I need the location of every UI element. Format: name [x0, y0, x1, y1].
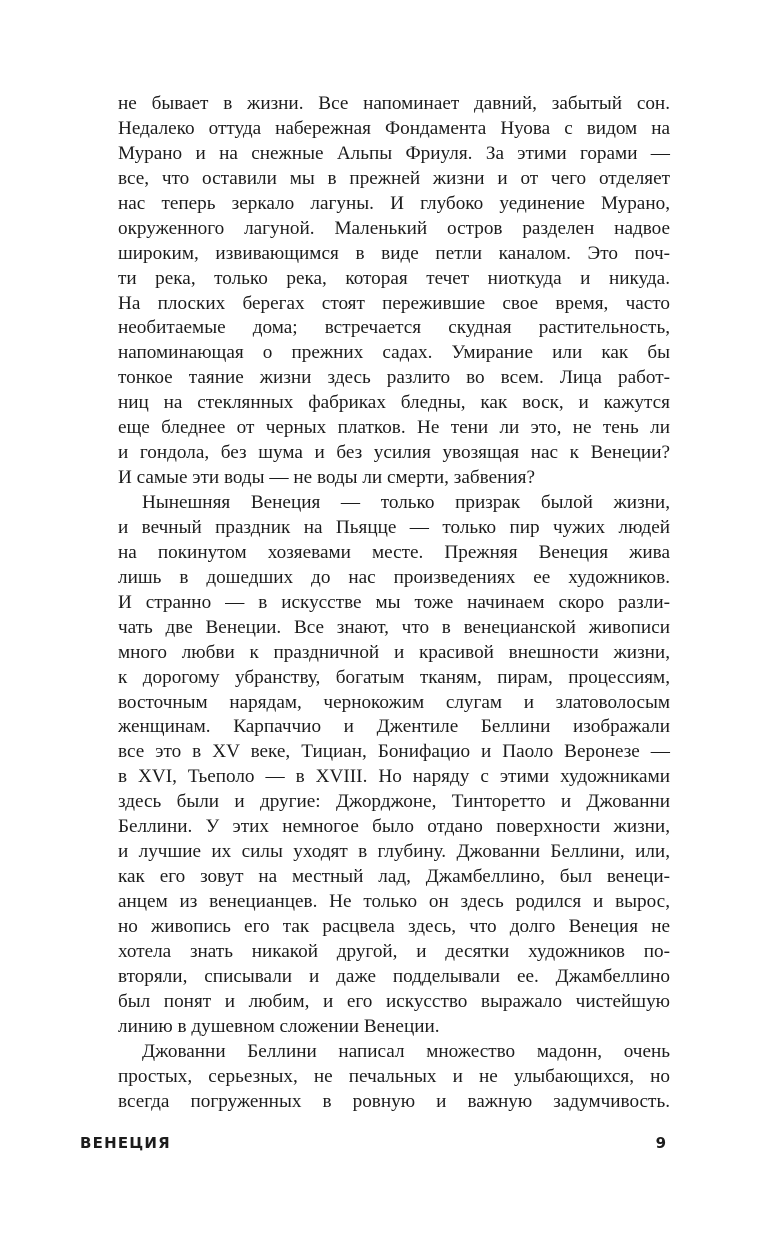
text-line: И странно — в искусстве мы тоже начинаем скоро разли- — [118, 591, 670, 613]
text-line: все это в XV веке, Тициан, Бонифацио и Паоло Веронезе — — [118, 741, 670, 763]
body-text — [118, 92, 670, 1114]
text-line: и лучшие их силы уходят в глубину. Джованни Беллини, или, — [118, 841, 670, 863]
page-footer — [80, 1134, 666, 1158]
text-line: Недалеко оттуда набережная Фондамента Нуова с видом на — [118, 117, 670, 139]
text-line: здесь были и другие: Джорджоне, Тинторетто и Джованни — [118, 791, 670, 813]
text-line: всегда погруженных в ровную и важную задумчивость. — [118, 1090, 670, 1112]
text-line: ти река, только река, которая течет ниоткуда и никуда. — [118, 267, 670, 289]
text-line: напоминающая о прежних садах. Умирание или как бы — [118, 342, 670, 364]
text-line: все, что оставили мы в прежней жизни и от чего отделяет — [118, 167, 670, 189]
text-line: лишь в дошедших до нас произведениях ее художников. — [118, 566, 670, 588]
text-line: как его зовут на местный лад, Джамбеллино, был венеци- — [118, 866, 670, 888]
text-line: окруженного лагуной. Маленький остров разделен надвое — [118, 217, 670, 239]
text-line: Мурано и на снежные Альпы Фриуля. За этими горами — — [118, 142, 670, 164]
text-line: и вечный праздник на Пьяцце — только пир чужих людей — [118, 516, 670, 538]
text-line: в XVI, Тьеполо — в XVIII. Но наряду с этими художниками — [118, 766, 670, 788]
text-line: вторяли, списывали и даже подделывали ее. Джамбеллино — [118, 965, 670, 987]
text-line: много любви к праздничной и красивой внешности жизни, — [118, 641, 670, 663]
text-line: чать две Венеции. Все знают, что в венецианской живописи — [118, 616, 670, 638]
text-line: и гондола, без шума и без усилия увозящая нас к Венеции? — [118, 442, 670, 464]
text-line: восточным нарядам, чернокожим слугам и златоволосым — [118, 691, 670, 713]
text-line: нас теперь зеркало лагуны. И глубоко уединение Мурано, — [118, 192, 670, 214]
text-line: тонкое таяние жизни здесь разлито во всем. Лица работ- — [118, 367, 670, 389]
text-line: Беллини. У этих немногое было отдано поверхности жизни, — [118, 816, 670, 838]
text-line: ниц на стеклянных фабриках бледны, как воск, и кажутся — [118, 392, 670, 414]
text-line: еще бледнее от черных платков. Не тени ли это, не тень ли — [118, 417, 670, 439]
text-line: на покинутом хозяевами месте. Прежняя Венеция жива — [118, 541, 670, 563]
text-line: был понят и любим, и его искусство выражало чистейшую — [118, 990, 670, 1012]
text-line: но живопись его так расцвела здесь, что долго Венеция не — [118, 915, 670, 937]
text-line: не бывает в жизни. Все напоминает давний, забытый сон. — [118, 93, 670, 114]
text-line: На плоских берегах стоят пережившие свое время, часто — [118, 292, 670, 314]
text-line: к дорогому убранству, богатым тканям, пирам, процессиям, — [118, 666, 670, 688]
page-number: 9 — [655, 1134, 666, 1152]
text-line: И самые эти воды — не воды ли смерти, забвения? — [118, 467, 535, 489]
text-line: хотела знать никакой другой, и десятки художников по- — [118, 940, 670, 962]
text-line: широким, извивающимся в виде петли каналом. Это поч- — [118, 242, 670, 264]
text-line-paragraph-start: Джованни Беллини написал множество мадонн, очень — [142, 1040, 670, 1062]
text-line: линию в душевном сложении Венеции. — [118, 1015, 440, 1037]
text-line: анцем из венецианцев. Не только он здесь родился и вырос, — [118, 891, 670, 912]
text-line: необитаемые дома; встречается скудная растительность, — [118, 317, 670, 339]
text-line-paragraph-start: Нынешняя Венеция — только призрак былой жизни, — [142, 492, 670, 513]
text-line: простых, серьезных, не печальных и не улыбающихся, но — [118, 1065, 670, 1087]
running-head: ВЕНЕЦИЯ — [80, 1134, 171, 1152]
text-line: женщинам. Карпаччио и Джентиле Беллини изображали — [118, 716, 670, 738]
